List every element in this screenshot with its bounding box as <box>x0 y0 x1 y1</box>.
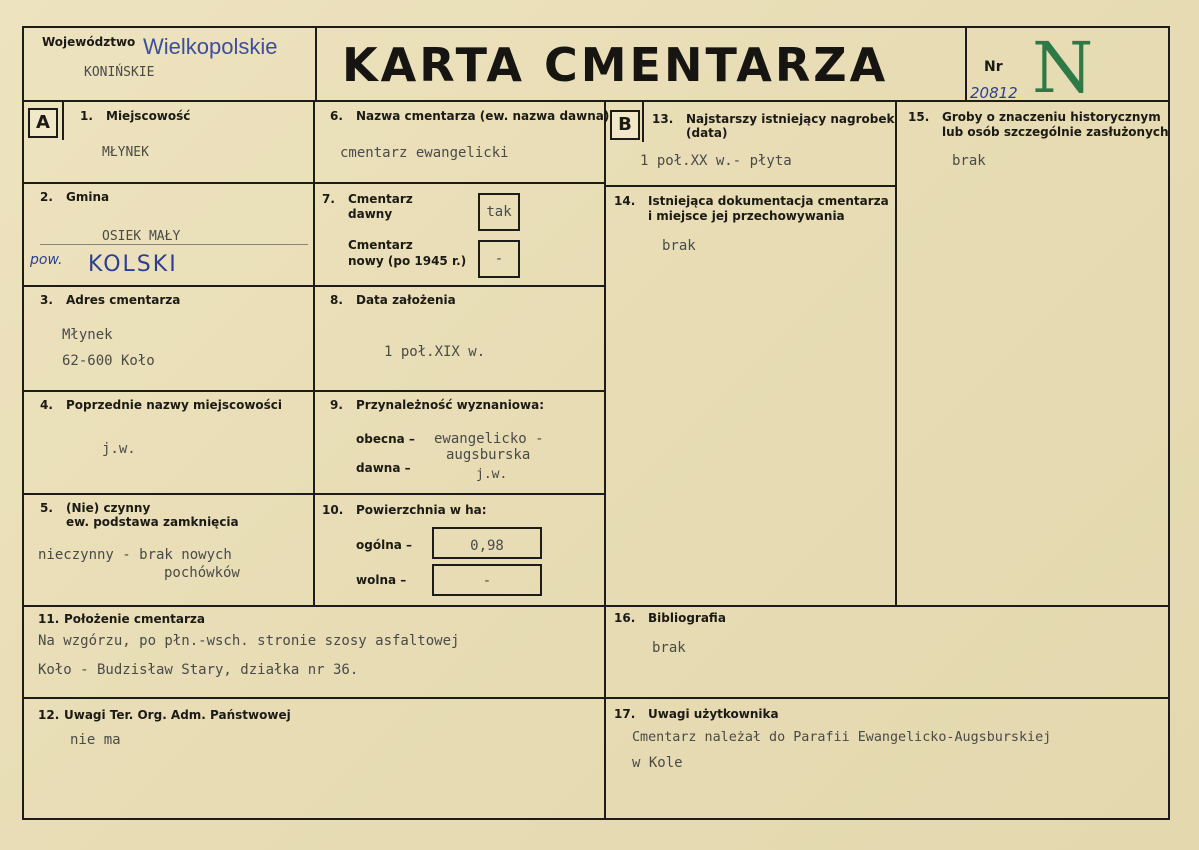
field-12-label <box>38 708 291 722</box>
field-8-label-text: Data założenia <box>356 293 456 307</box>
border-left <box>22 26 24 820</box>
row-line-5 <box>22 605 1170 607</box>
field-15-num: 15. <box>908 110 930 124</box>
field-9-label <box>330 398 544 412</box>
field-16-num: 16. <box>614 611 636 625</box>
field-14-num: 14. <box>614 194 636 208</box>
field-3-label <box>40 293 180 307</box>
field-17-label-text: Uwagi użytkownika <box>648 707 779 721</box>
field-2-value: OSIEK MAŁY <box>102 229 181 244</box>
field-14-label <box>614 194 889 208</box>
field-12-label-text: Uwagi Ter. Org. Adm. Państwowej <box>64 708 291 722</box>
nr-label: Nr <box>984 59 1003 75</box>
field-14-label-text: Istniejąca dokumentacja cmentarza <box>648 194 889 208</box>
field-17-line1: Cmentarz należał do Parafii Ewangelicko-Augsburskiej <box>632 730 1052 745</box>
field-7-label-a1: Cmentarz <box>348 192 413 206</box>
field-5-label-2: ew. podstawa zamknięcia <box>66 515 239 529</box>
field-10-wolna-label: wolna – <box>356 573 407 587</box>
nr-stamp: N <box>1032 27 1094 109</box>
section-a-divider <box>62 100 64 140</box>
field-15-label-text: Groby o znaczeniu historycznym <box>942 110 1161 124</box>
field-7-label-b2: nowy (po 1945 r.) <box>348 254 467 268</box>
field-2-underline <box>40 244 308 245</box>
field-7-value-b-box: - <box>478 240 520 278</box>
border-top <box>22 26 1170 28</box>
field-10-ogolna-box: 0,98 <box>432 527 542 559</box>
wojewodztwo-stamp: Wielkopolskie <box>143 34 278 59</box>
field-4-label-text: Poprzednie nazwy miejscowości <box>66 398 283 412</box>
field-9-dawna-label: dawna – <box>356 461 411 475</box>
field-16-value: brak <box>652 640 686 656</box>
col-divider-3 <box>895 100 897 607</box>
field-5-num: 5. <box>40 501 53 515</box>
field-2-pow-value: KOLSKI <box>88 252 178 277</box>
field-15-label-2: lub osób szczególnie zasłużonych <box>942 125 1169 139</box>
field-2-num: 2. <box>40 190 53 204</box>
field-3-line2: 62-600 Koło <box>62 353 155 369</box>
field-8-num: 8. <box>330 293 343 307</box>
col-divider-2 <box>604 100 606 820</box>
field-9-obecna-value-2: augsburska <box>446 447 531 463</box>
col-divider-1 <box>313 100 315 607</box>
field-10-label-text: Powierzchnia w ha: <box>356 503 487 517</box>
field-9-dawna-value: j.w. <box>476 467 508 482</box>
field-1-value: MŁYNEK <box>102 145 149 160</box>
field-14-label-2: i miejsce jej przechowywania <box>648 209 845 223</box>
field-5-label <box>40 501 150 515</box>
field-13-value: 1 poł.XX w.- płyta <box>640 153 792 169</box>
field-4-value: j.w. <box>102 441 136 457</box>
field-4-num: 4. <box>40 398 53 412</box>
field-13-label-2: (data) <box>686 126 728 140</box>
field-5-line1: nieczynny - brak nowych <box>38 547 232 563</box>
field-13-label <box>652 112 895 126</box>
field-1-num: 1. <box>80 109 93 123</box>
field-7-label-b1: Cmentarz <box>348 238 413 252</box>
field-13-num: 13. <box>652 112 674 126</box>
header-divider-1 <box>315 26 317 102</box>
row-line-1 <box>22 182 606 184</box>
field-17-num: 17. <box>614 707 636 721</box>
field-4-label <box>40 398 282 412</box>
field-2-pow-hand: pow. <box>30 252 63 268</box>
field-10-ogolna-label: ogólna – <box>356 538 413 552</box>
field-10-num: 10. <box>322 503 344 517</box>
field-15-label <box>908 110 1161 124</box>
field-12-num: 12. <box>38 708 60 722</box>
row-line-4 <box>22 493 606 495</box>
field-6-label-text: Nazwa cmentarza (ew. nazwa dawna) <box>356 109 610 123</box>
field-3-line1: Młynek <box>62 327 113 343</box>
field-3-label-text: Adres cmentarza <box>66 293 181 307</box>
field-9-label-text: Przynależność wyznaniowa: <box>356 398 545 412</box>
field-6-num: 6. <box>330 109 343 123</box>
row-line-b <box>604 185 897 187</box>
row-line-6 <box>22 697 1170 699</box>
field-1-label <box>80 109 190 123</box>
field-6-label <box>330 109 609 123</box>
field-16-label-text: Bibliografia <box>648 611 726 625</box>
field-7-value-a-box: tak <box>478 193 520 231</box>
field-13-label-text: Najstarszy istniejący nagrobek <box>686 112 895 126</box>
field-11-line1: Na wzgórzu, po płn.-wsch. stronie szosy asfaltowej <box>38 633 460 649</box>
row-line-3 <box>22 390 606 392</box>
field-14-value: brak <box>662 238 696 254</box>
field-5-line2: pochówków <box>164 565 240 581</box>
field-12-value: nie ma <box>70 732 121 748</box>
wojewodztwo-label: Województwo <box>42 35 136 49</box>
section-b-divider <box>642 100 644 142</box>
field-11-label-text: Położenie cmentarza <box>64 612 205 626</box>
field-9-obecna-value: ewangelicko - <box>434 431 544 447</box>
field-7-label-a2: dawny <box>348 207 393 221</box>
field-11-num: 11. <box>38 612 60 626</box>
field-11-label <box>38 612 205 626</box>
field-17-line2: w Kole <box>632 755 683 771</box>
field-7-num: 7. <box>322 192 335 206</box>
nr-value: 20812 <box>970 84 1018 102</box>
field-10-wolna-box: - <box>432 564 542 596</box>
header-divider-2 <box>965 26 967 102</box>
field-16-label <box>614 611 726 625</box>
field-2-label-text: Gmina <box>66 190 110 204</box>
border-right <box>1168 26 1170 820</box>
page-title: KARTA CMENTARZA <box>342 38 889 92</box>
field-8-value: 1 poł.XIX w. <box>384 344 486 360</box>
field-3-num: 3. <box>40 293 53 307</box>
field-1-label-text: Miejscowość <box>106 109 191 123</box>
field-5-label-text: (Nie) czynny <box>66 501 151 515</box>
field-8-label <box>330 293 456 307</box>
field-10-label <box>322 503 487 517</box>
section-a-badge: A <box>28 108 58 138</box>
field-6-value: cmentarz ewangelicki <box>340 145 509 161</box>
section-b-badge: B <box>610 110 640 140</box>
field-9-num: 9. <box>330 398 343 412</box>
field-9-obecna-label: obecna – <box>356 432 415 446</box>
row-line-2 <box>22 285 606 287</box>
border-bottom <box>22 818 1170 820</box>
field-17-label <box>614 707 779 721</box>
field-2-label <box>40 190 109 204</box>
field-15-value: brak <box>952 153 986 169</box>
wojewodztwo-typed: KONIŃSKIE <box>84 65 155 80</box>
field-11-line2: Koło - Budzisław Stary, działka nr 36. <box>38 662 359 678</box>
